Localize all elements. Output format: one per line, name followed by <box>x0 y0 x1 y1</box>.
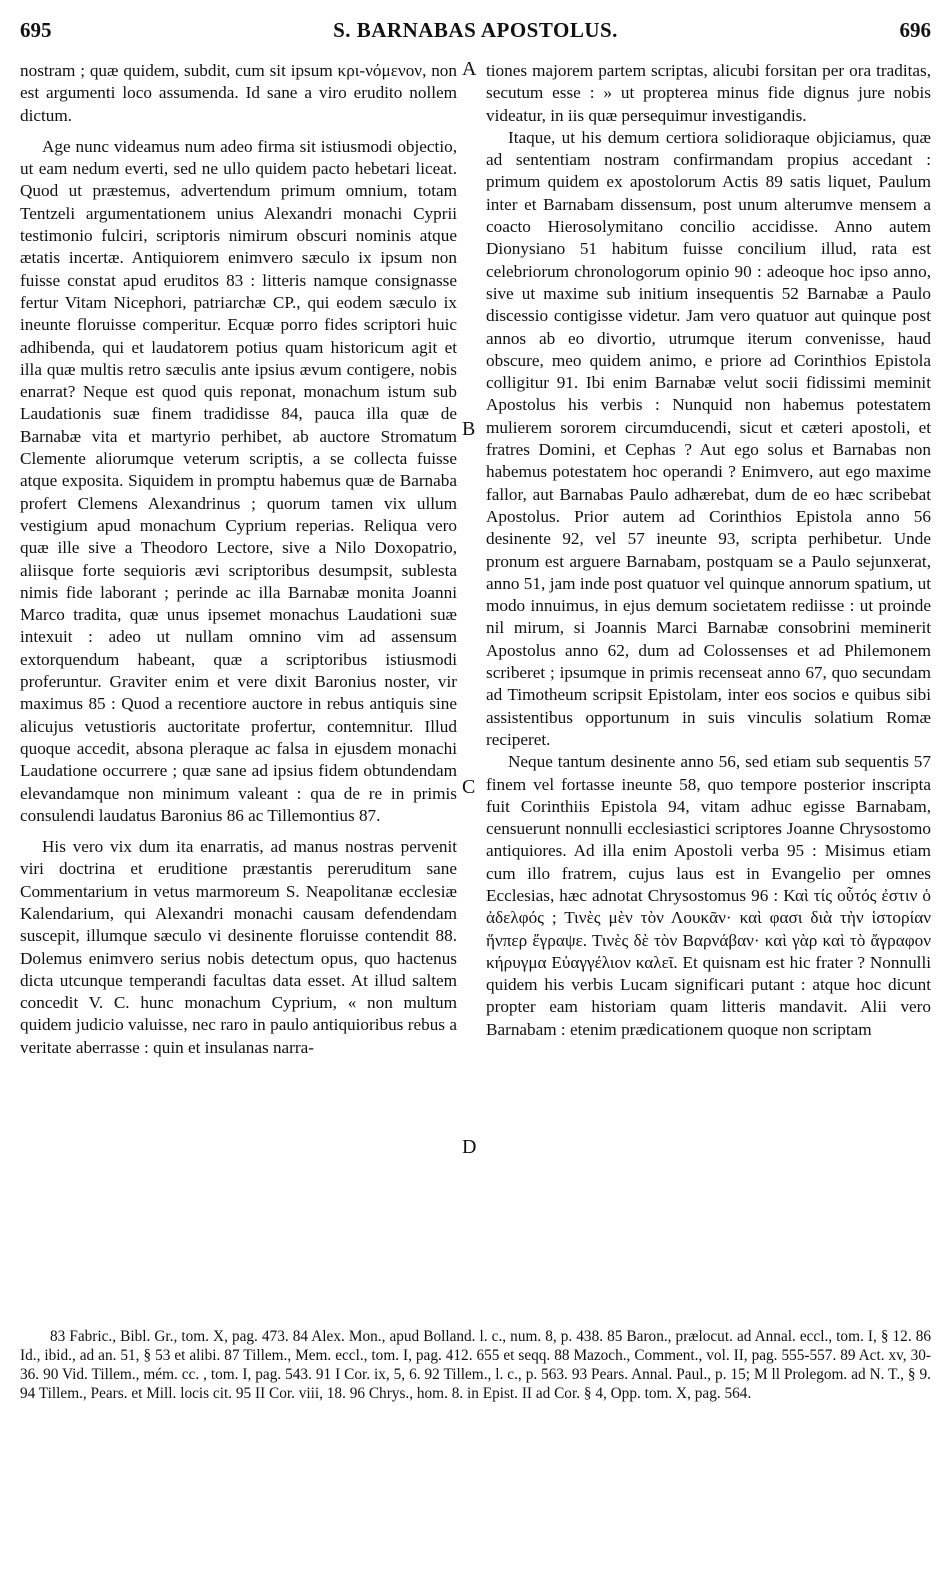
paragraph: nostram ; quæ quidem, subdit, cum sit ipsum κρι-νόμενον, non est argumenti loco assumenda. Id sane a viro erudito nollem dictum. <box>20 61 457 125</box>
right-column <box>486 60 931 1041</box>
paragraph: Neque tantum desinente anno 56, sed etiam sub sequentis 57 finem vel fortasse ineunte 58, quo tempore posterior inscripta fuit Corinthiis Epistola 94, vitam adhuc egisse Barnabam, censuerunt nonnulli ecclesiastici scriptores Joanne Chrysostomo antiquiores. Ad illa enim Apostoli verba 95 : Misimus etiam cum illo fratrem, cujus laus est in Evangelio per omnes Ecclesias, hæc adnotat Chrysostomus 96 : Καὶ τίς οὗτός ἐστιν ὁ ἀδελφός ; Τινὲς μὲν τὸν Λουκᾶν· καὶ φασι διὰ τὴν ἱστορίαν ἥνπερ ἔγραψε. Τινὲς δὲ τὸν Βαρνάβαν· καὶ γὰρ καὶ τὸ ἄγραφον κήρυγμα Εὐαγγέλιον καλεῖ. Et quisnam est hic frater ? Nonnulli quidem his verbis Lucam significari putant : atque hoc dicunt propter eam historiam quam litteris mandavit. Alii vero Barnabam : etenim prædicationem quoque non scriptam <box>486 752 931 1039</box>
paragraph: Itaque, ut his demum certiora solidioraque objiciamus, quæ ad sententiam nostram confirmandam propius accedant : primum quidem ex apostolorum Actis 89 satis liquet, Paulum inter et Barnabam dissensum, post unum alterumve mensem a coacto Hierosolymitano concilio accidisse. Anno autem Dionysiano 51 habitum fuisse concilium illud, rata est celebriorum chronologorum opinio 90 : adeoque hoc ipso anno, sive ut maxime sub initium insequentis 52 Barnabæ a Paulo discessio contigisse videtur. Jam vero quatuor aut quinque post annos ab eo divortio, utrumque iterum convenisse, haud obscure, meo quidem animo, e priore ad Corinthios Epistola colligitur 91. Ibi enim Barnabæ velut socii fidissimi meminit Apostolus his verbis : Nunquid non habemus potestatem mulierem sororem circumducendi, sicut et cæteri apostoli, et fratres Domini, et Cephas ? Aut ego solus et Barnabas non habemus potestatem hoc operandi ? Enimvero, aut ego maxime fallor, aut Barnabas Paulo adhærebat, dum de eo hæc scribebat Apostolus. Prior autem ad Corinthios Epistola anno 56 desinente 92, vel 57 ineunte 93, scripta perhibetur. Unde pronum est arguere Barnabam, postquam se a Paulo sejunxerat, anno 51, jam inde post quatuor vel quinque annorum spatium, ut modo innuimus, in ejus demum societatem rediisse : ut proinde nil mirum, si Joannis Marci Barnabæ consobrini meminerit Apostolus anno 62, dum ad Colossenses et ad Philemonem scriberet ; ipsumque in primis recenseat anno 67, quo secundam ad Timotheum scripsit Epistolam, inter eos socios e quibus sibi assistentibus opportunum in suis vinculis solatium Romæ reciperet. <box>486 127 931 749</box>
page-number-right: 696 <box>899 18 931 42</box>
paragraph: tiones majorem partem scriptas, alicubi forsitan per ora traditas, secutum esse : » ut propterea minus fide dignus jure nobis videatur, in iis quæ persequimur investigandis. <box>486 61 931 125</box>
margin-letter-d: D <box>462 1136 477 1158</box>
paragraph: Age nunc videamus num adeo firma sit istiusmodi objectio, ut eam nedum everti, sed ne ullo quidem pacto hebetari liceat. Quod ut præstemus, advertendum primum omnium, totam Tentzeli argumentationem unius Alexandri monachi Cyprii testimonio fulciri, scriptoris nimirum obscuri nominis atque ætatis incertæ. Antiquiorem enimvero sæculo ix ipsum non fuisse constat apud eruditos 83 : litteris namque consignasse fertur Vitam Nicephori, patriarchæ CP., qui eodem sæculo ix ineunte floruisse comperitur. Ecquæ porro fides scriptori huic adhibenda, qui et laudatorem potius quam historicum agit et illa quæ multis retro sæculis ante ipsius ævum contigere, nobis enarrat? Neque est quod quis reponat, monachum istum sub Laudationis suæ finem tradidisse 84, pauca illa quæ de Barnabæ vita et martyrio perhibet, ab auctore Stromatum Clemente aliorumque veterum scriptis, a se collecta fuisse atque exposita. Siquidem in promptu habemus quæ de Barnaba profert Clemens Alexandrinus ; quorum tamen vix ullum vestigium apud monachum Cyprium reperias. Reliqua vero quæ ille sive a Theodoro Lectore, sive a Nilo Doxopatrio, aliisque forte sequioris ævi scriptoribus desumpsit, sublesta nimis fide laborant ; perinde ac illa Barnabæ monita Joanni Marco tradita, quæ unus ipsemet monachus Laudationi suæ intexuit : adeo ut nullam omnino vim ad assensum extorquendum habeant, quæ a scriptoribus istiusmodi proferuntur. Graviter enim et vere dixit Baronius noster, vir maximus 85 : Quod a recentiore auctore in rebus antiquis sine alicujus vetustioris auctoritate profertur, contemnitur. Illud quoque accedit, absona pleraque ac falsa in ejusdem monachi Laudatione occurrere ; quæ sane ad ipsius fidem obtundendam elevandamque non minimum valeant : qua de re in primis consulendi laudatus Baronius 86 ac Tillemontius 87. <box>20 136 457 825</box>
paragraph: His vero vix dum ita enarratis, ad manus nostras pervenit viri doctrina et eruditione præstantis pereruditum sane Commentarium in vetus marmoreum S. Neapolitanæ ecclesiæ Kalendarium, qui Alexandri monachi causam defendendam suscepit, illumque sæculo vi desinente floruisse contendit 88. Dolemus enimvero serius nobis detectum opus, quo hactenus dicta utcunque temperandi facultas data esset. At illud saltem concedit V. C. hunc monachum Cyprium, « non multum quidem judicio valuisse, nec raro in paulo antiquioribus rebus a veritate aberrasse : quin et insulanas narra- <box>20 837 457 1057</box>
footnotes <box>20 1327 931 1403</box>
running-title: S. BARNABAS APOSTOLUS. <box>333 18 618 42</box>
page-header <box>20 18 931 48</box>
left-column <box>20 60 457 1059</box>
margin-letter-c: C <box>462 776 476 798</box>
margin-letter-b: B <box>462 418 476 440</box>
margin-letter-a: A <box>462 58 477 80</box>
page-number-left: 695 <box>20 18 52 42</box>
footnote-text: 83 Fabric., Bibl. Gr., tom. X, pag. 473. 84 Alex. Mon., apud Bolland. l. c., num. 8, p. 438. 85 Baron., prælocut. ad Annal. eccl., tom. I, § 12. 86 Id., ibid., ad an. 51, § 53 et alibi. 87 Tillem., Mem. eccl., tom. I, pag. 412. 655 et seqq. 88 Mazoch., Comment., vol. II, pag. 555-557. 89 Act. xv, 30-36. 90 Vid. Tillem., mém. cc. , tom. I, pag. 543. 91 I Cor. ix, 5, 6. 92 Tillem., l. c., p. 563. 93 Pears. Annal. Paul., p. 15; M ll Prolegom. ad N. T., § 9. 94 Tillem., Pears. et Mill. locis cit. 95 II Cor. viii, 18. 96 Chrys., hom. 8. in Epist. II ad Cor. § 4, Opp. tom. X, pag. 564. <box>20 1328 931 1402</box>
